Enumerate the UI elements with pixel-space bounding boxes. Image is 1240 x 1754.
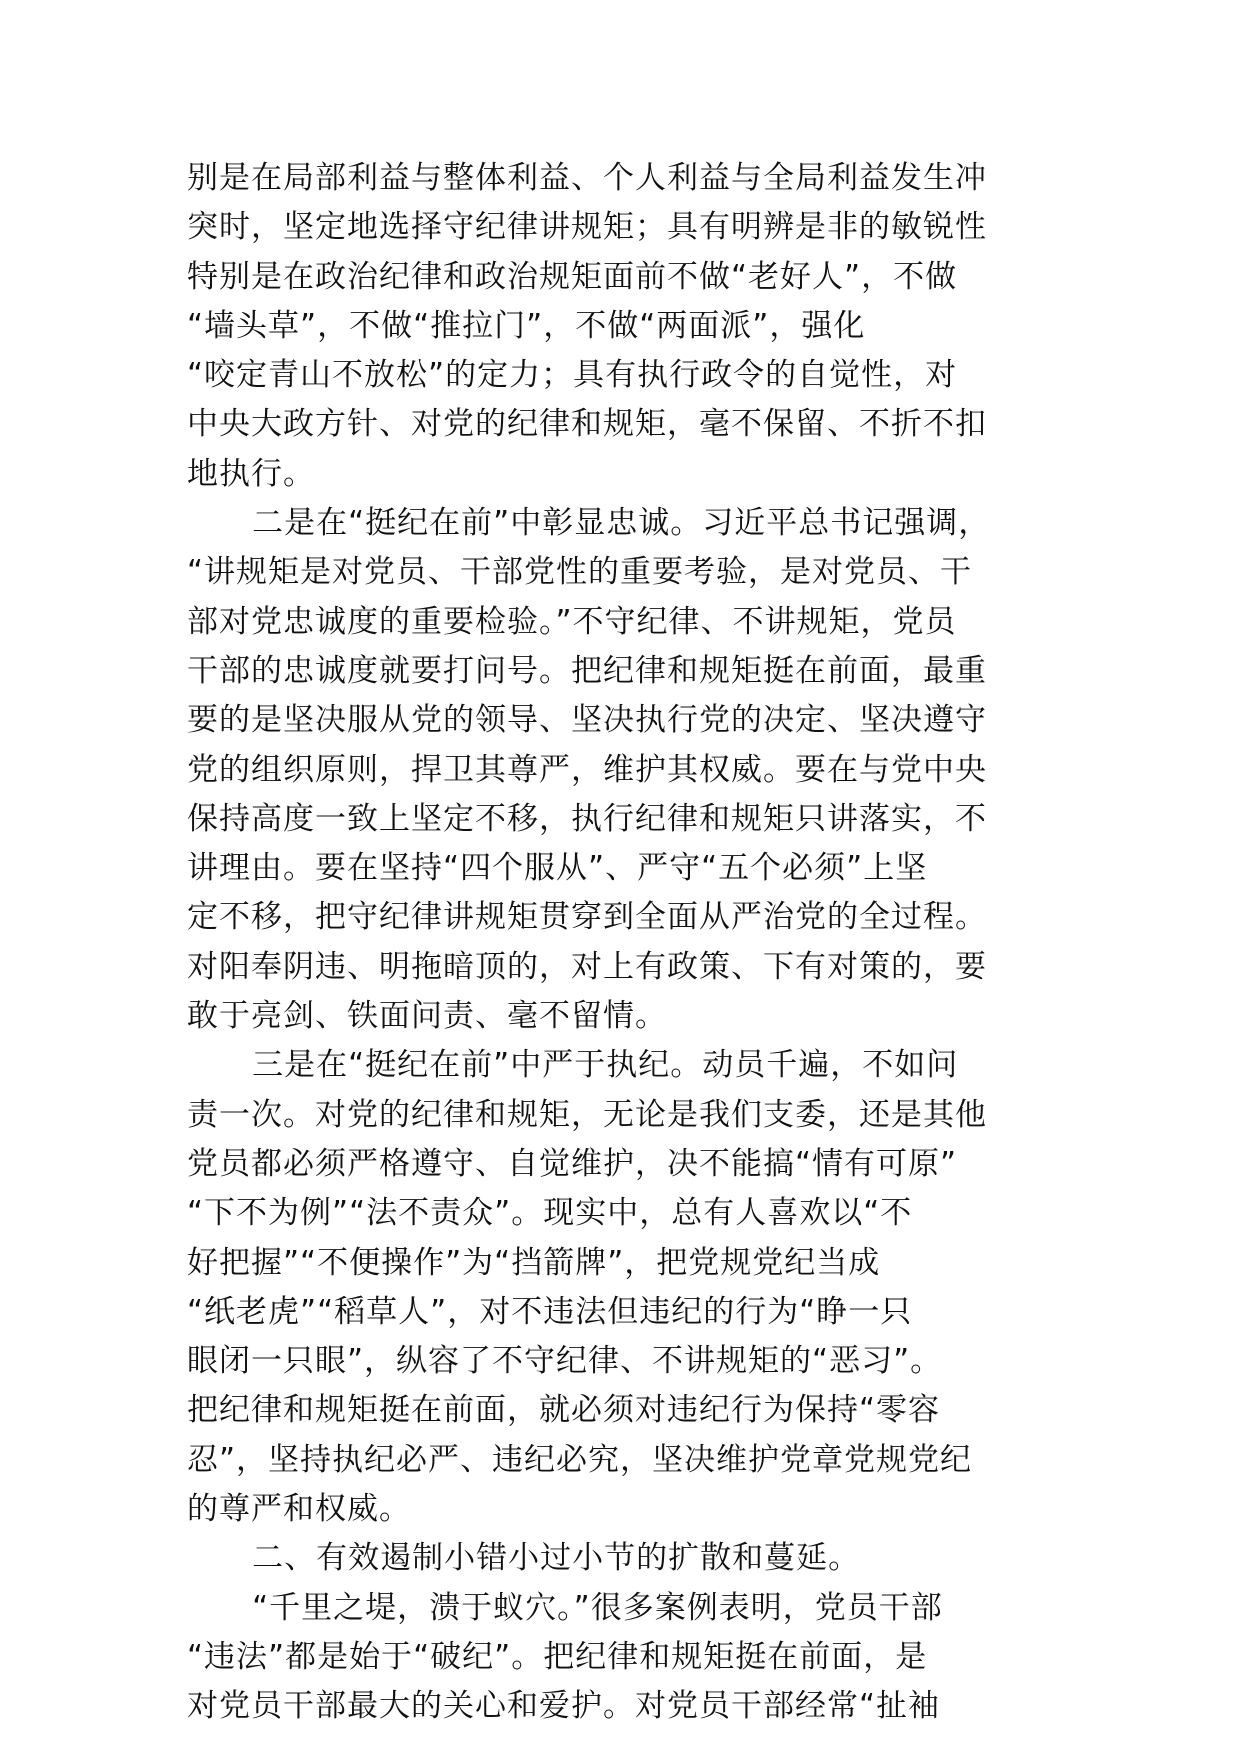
text-line: 别是在局部利益与整体利益、个人利益与全局利益发生冲 bbox=[187, 160, 987, 196]
text-line: 党员都必须严格遵守、自觉维护，决不能搞“情有可原” bbox=[187, 1145, 958, 1182]
text-line: 对党员干部最大的关心和爱护。对党员干部经常“扯袖 bbox=[187, 1688, 941, 1725]
text-line: 好把握”“不便操作”为“挡箭牌”，把党规党纪当成 bbox=[187, 1244, 881, 1281]
text-line: 特别是在政治纪律和政治规矩面前不做“老好人”，不做 bbox=[187, 258, 958, 295]
text-line: 部对党忠诚度的重要检验。”不守纪律、不讲规矩，党员 bbox=[187, 603, 957, 640]
text-line: “千里之堤，溃于蚁穴。”很多案例表明，党员干部 bbox=[187, 1589, 943, 1626]
text-line: 眼闭一只眼”，纵容了不守纪律、不讲规矩的“恶习”。 bbox=[187, 1343, 943, 1380]
text-line: 把纪律和规矩挺在前面，就必须对违纪行为保持“零容 bbox=[187, 1392, 941, 1429]
text-line: 干部的忠诚度就要打问号。把纪律和规矩挺在前面，最重 bbox=[187, 652, 987, 689]
text-line: 保持高度一致上坚定不移，执行纪律和规矩只讲落实，不 bbox=[187, 800, 987, 837]
text-line: 对阳奉阴违、明拖暗顶的，对上有政策、下有对策的，要 bbox=[187, 948, 987, 985]
text-line: 党的组织原则，捍卫其尊严，维护其权威。要在与党中央 bbox=[187, 751, 987, 788]
text-line: 责一次。对党的纪律和规矩，无论是我们支委，还是其他 bbox=[187, 1096, 987, 1133]
text-line: 地执行。 bbox=[187, 455, 315, 492]
text-line: “讲规矩是对党员、干部党性的重要考验，是对党员、干 bbox=[187, 554, 973, 591]
text-line: 三是在“挺纪在前”中严于执纪。动员千遍，不如问 bbox=[187, 1047, 959, 1084]
text-line: 中央大政方针、对党的纪律和规矩，毫不保留、不折不扣 bbox=[187, 406, 987, 443]
text-line: “咬定青山不放松”的定力；具有执行政令的自觉性，对 bbox=[187, 357, 958, 394]
text-line: 要的是坚决服从党的领导、坚决执行党的决定、坚决遵守 bbox=[187, 702, 987, 739]
text-line: “纸老虎”“稻草人”，对不违法但违纪的行为“睁一只 bbox=[187, 1293, 913, 1330]
text-line: 定不移，把守纪律讲规矩贯穿到全面从严治党的全过程。 bbox=[187, 899, 987, 936]
text-line: 突时，坚定地选择守纪律讲规矩；具有明辨是非的敏锐性 bbox=[187, 209, 987, 246]
text-line: 二、有效遏制小错小过小节的扩散和蔓延。 bbox=[187, 1540, 861, 1577]
text-line: 二是在“挺纪在前”中彰显忠诚。习近平总书记强调， bbox=[187, 505, 991, 542]
text-line: 敢于亮剑、铁面问责、毫不留情。 bbox=[187, 998, 667, 1035]
text-line: “墙头草”，不做“推拉门”，不做“两面派”，强化 bbox=[187, 307, 866, 344]
body-text bbox=[187, 154, 1067, 1732]
text-line: 的尊严和权威。 bbox=[187, 1491, 411, 1528]
text-line: “违法”都是始于“破纪”。把纪律和规矩挺在前面，是 bbox=[187, 1638, 928, 1675]
text-line: 讲理由。要在坚持“四个服从”、严守“五个必须”上坚 bbox=[187, 850, 928, 887]
text-line: 忍”，坚持执纪必严、违纪必究，坚决维护党章党规党纪 bbox=[187, 1441, 973, 1478]
text-line: “下不为例”“法不责众”。现实中，总有人喜欢以“不 bbox=[187, 1195, 913, 1232]
